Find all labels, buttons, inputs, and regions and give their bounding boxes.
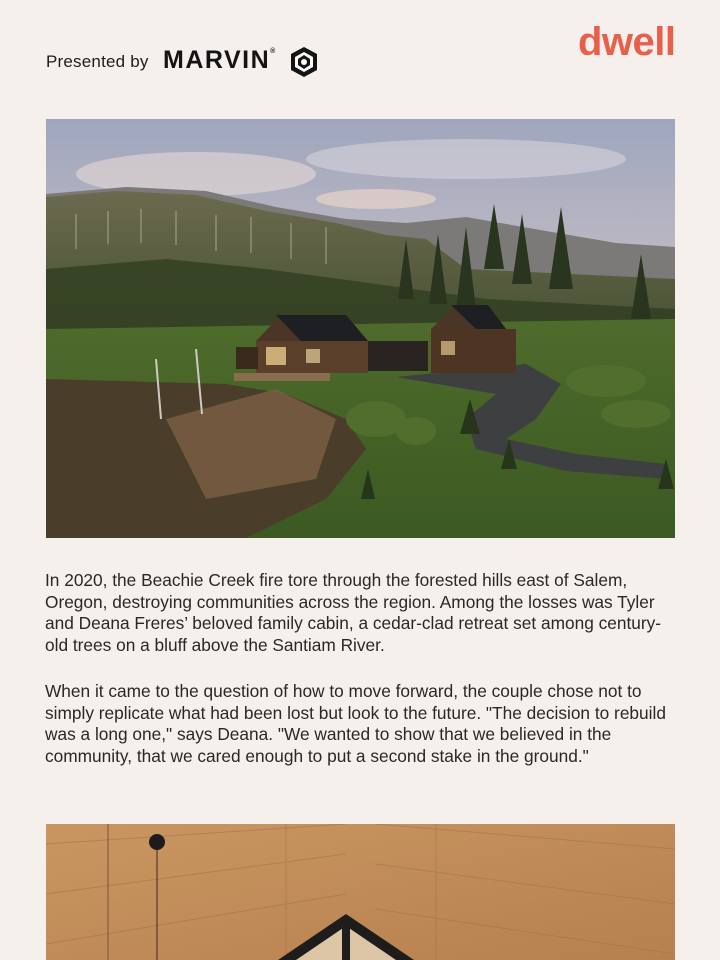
- hero-photo-cabin: [46, 119, 675, 538]
- interior-photo-ceiling: [46, 824, 675, 960]
- presented-by-label: Presented by: [46, 52, 149, 71]
- paragraph-text-2: When it came to the question of how to move forward, the couple chose not to simply replicate what had been lost but look to the future. "The decision to rebuild was a long one," says Deana. "We wanted to show that we believed in the community, that we cared enough to put a second stake in the ground.": [45, 681, 666, 766]
- article-paragraph-1: [45, 570, 677, 656]
- registered-mark: ®: [270, 47, 276, 55]
- article-paragraph-2: [45, 681, 677, 767]
- marvin-logo[interactable]: [163, 46, 275, 75]
- marvin-wordmark: MARVIN: [163, 46, 271, 74]
- email-header: [0, 0, 720, 110]
- paragraph-text-1: In 2020, the Beachie Creek fire tore through the forested hills east of Salem, Oregon, destroying communities across the region. Among the losses was Tyler and Deana Freres’ beloved family cabin, a cedar-clad retreat set among century-old trees on a bluff above the Santiam River.: [45, 570, 662, 655]
- dwell-logo[interactable]: dwell: [578, 20, 676, 64]
- marvin-emblem-icon: [289, 46, 319, 78]
